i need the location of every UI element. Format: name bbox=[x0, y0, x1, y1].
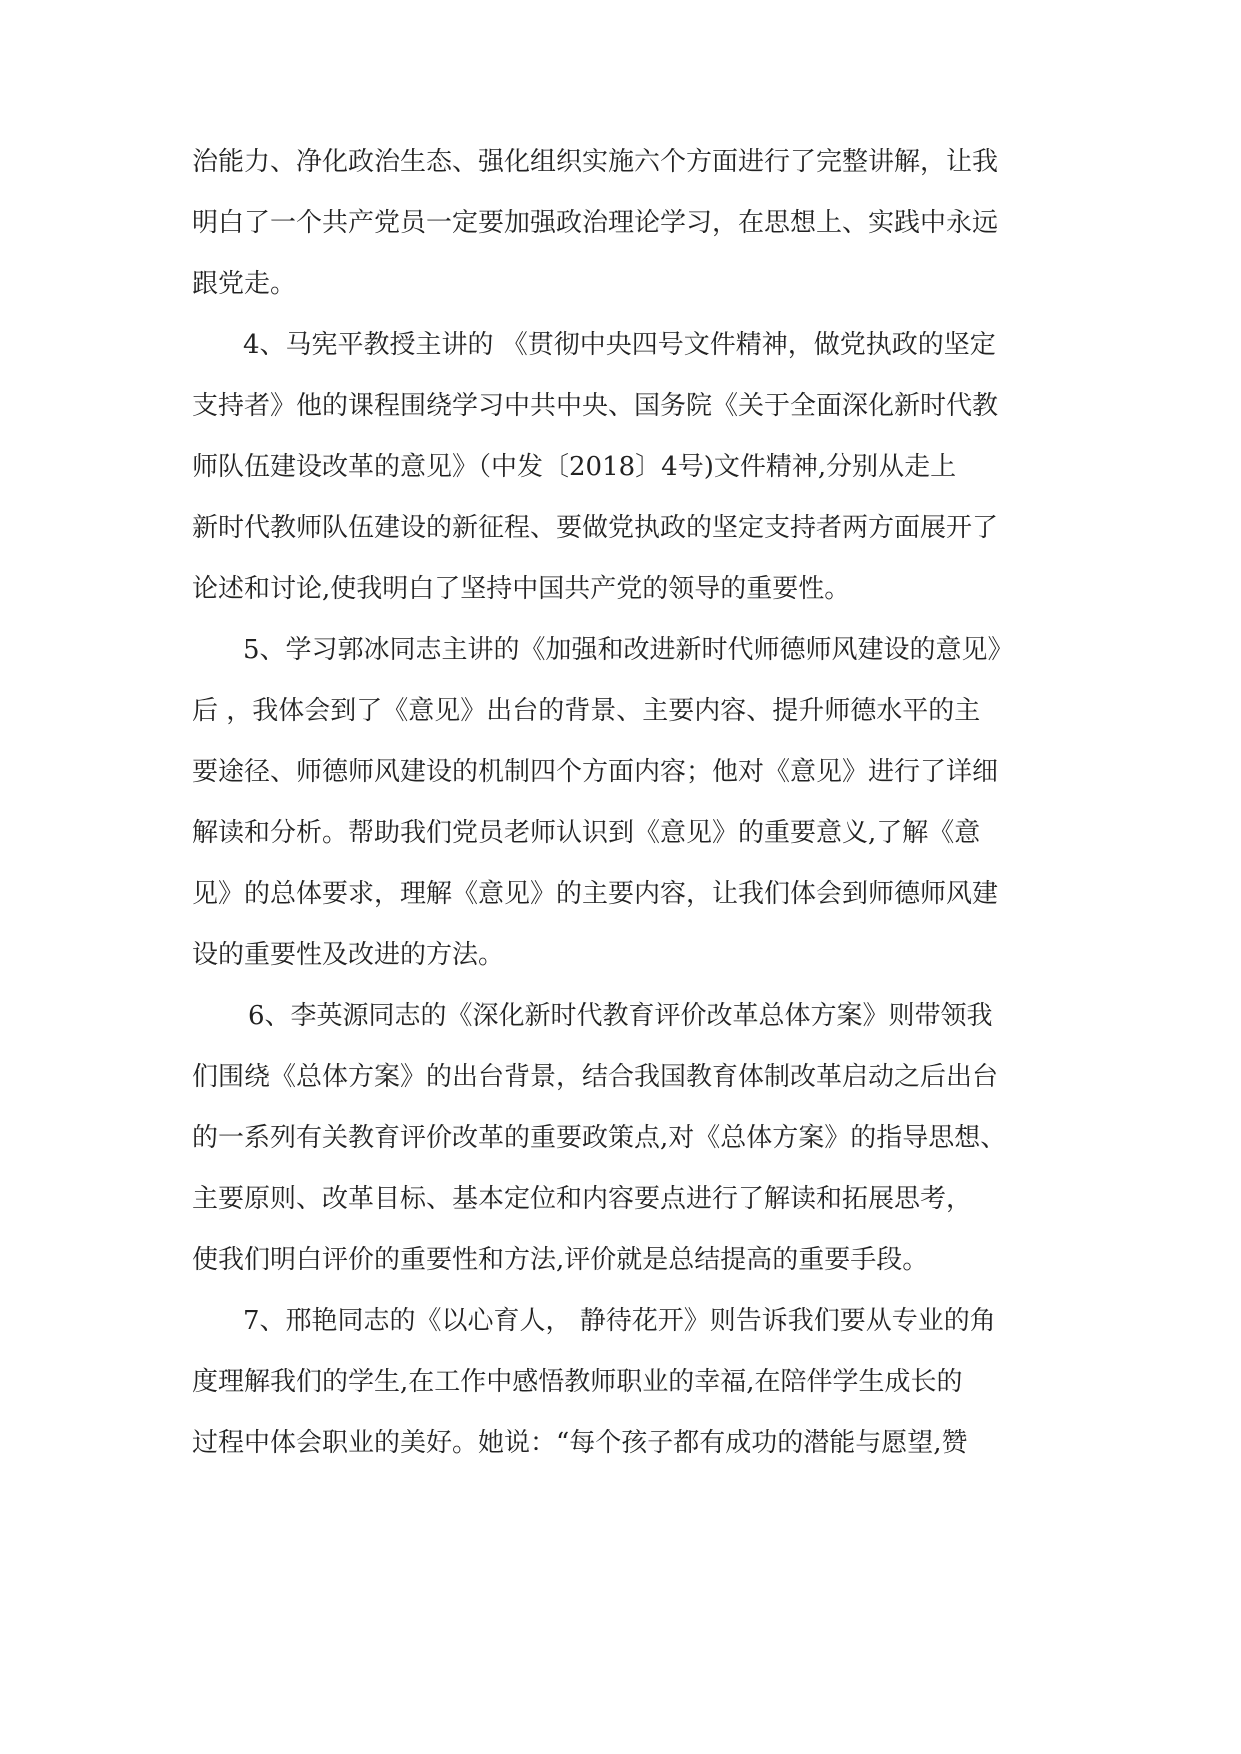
text-line: 的一系列有关教育评价改革的重要政策点,对《总体方案》的指导思想、 bbox=[192, 1123, 1007, 1153]
paragraph-start-line: 5、学习郭冰同志主讲的《加强和改进新时代师德师风建设的意见》 bbox=[243, 635, 1014, 665]
text-line: 后 ，我体会到了《意见》出台的背景、主要内容、提升师德水平的主 bbox=[192, 696, 981, 726]
text-line: 跟党走。 bbox=[192, 269, 297, 299]
text-line: 主要原则、改革目标、基本定位和内容要点进行了解读和拓展思考， bbox=[192, 1184, 973, 1214]
text-line: 过程中体会职业的美好。她说：“每个孩子都有成功的潜能与愿望,赞 bbox=[192, 1428, 968, 1458]
text-line: 明白了一个共产党员一定要加强政治理论学习，在思想上、实践中永远 bbox=[192, 208, 999, 238]
text-line: 支持者》他的课程围绕学习中共中央、国务院《关于全面深化新时代教 bbox=[192, 391, 999, 421]
text-line: 见》的总体要求，理解《意见》的主要内容，让我们体会到师德师风建 bbox=[192, 879, 999, 909]
text-line: 论述和讨论,使我明白了坚持中国共产党的领导的重要性。 bbox=[192, 574, 851, 604]
paragraph-start-line: 7、邢艳同志的《以心育人， 静待花开》则告诉我们要从专业的角 bbox=[243, 1306, 996, 1336]
text-line: 要途径、师德师风建设的机制四个方面内容；他对《意见》进行了详细 bbox=[192, 757, 999, 787]
paragraph-start-line: 6、李英源同志的《深化新时代教育评价改革总体方案》则带领我 bbox=[248, 1001, 993, 1031]
text-line: 治能力、净化政治生态、强化组织实施六个方面进行了完整讲解，让我 bbox=[192, 147, 999, 177]
text-line: 度理解我们的学生,在工作中感悟教师职业的幸福,在陪伴学生成长的 bbox=[192, 1367, 963, 1397]
paragraph-start-line: 4、马宪平教授主讲的 《贯彻中央四号文件精神，做党执政的坚定 bbox=[243, 330, 996, 360]
text-line: 们围绕《总体方案》的出台背景，结合我国教育体制改革启动之后出台 bbox=[192, 1062, 999, 1092]
text-line: 使我们明白评价的重要性和方法,评价就是总结提高的重要手段。 bbox=[192, 1245, 929, 1275]
text-line: 解读和分析。帮助我们党员老师认识到《意见》的重要意义,了解《意 bbox=[192, 818, 981, 848]
text-line: 新时代教师队伍建设的新征程、要做党执政的坚定支持者两方面展开了 bbox=[192, 513, 999, 543]
text-line: 师队伍建设改革的意见》（中发〔2018〕4号)文件精神,分别从走上 bbox=[192, 452, 957, 482]
text-line: 设的重要性及改进的方法。 bbox=[192, 940, 505, 970]
